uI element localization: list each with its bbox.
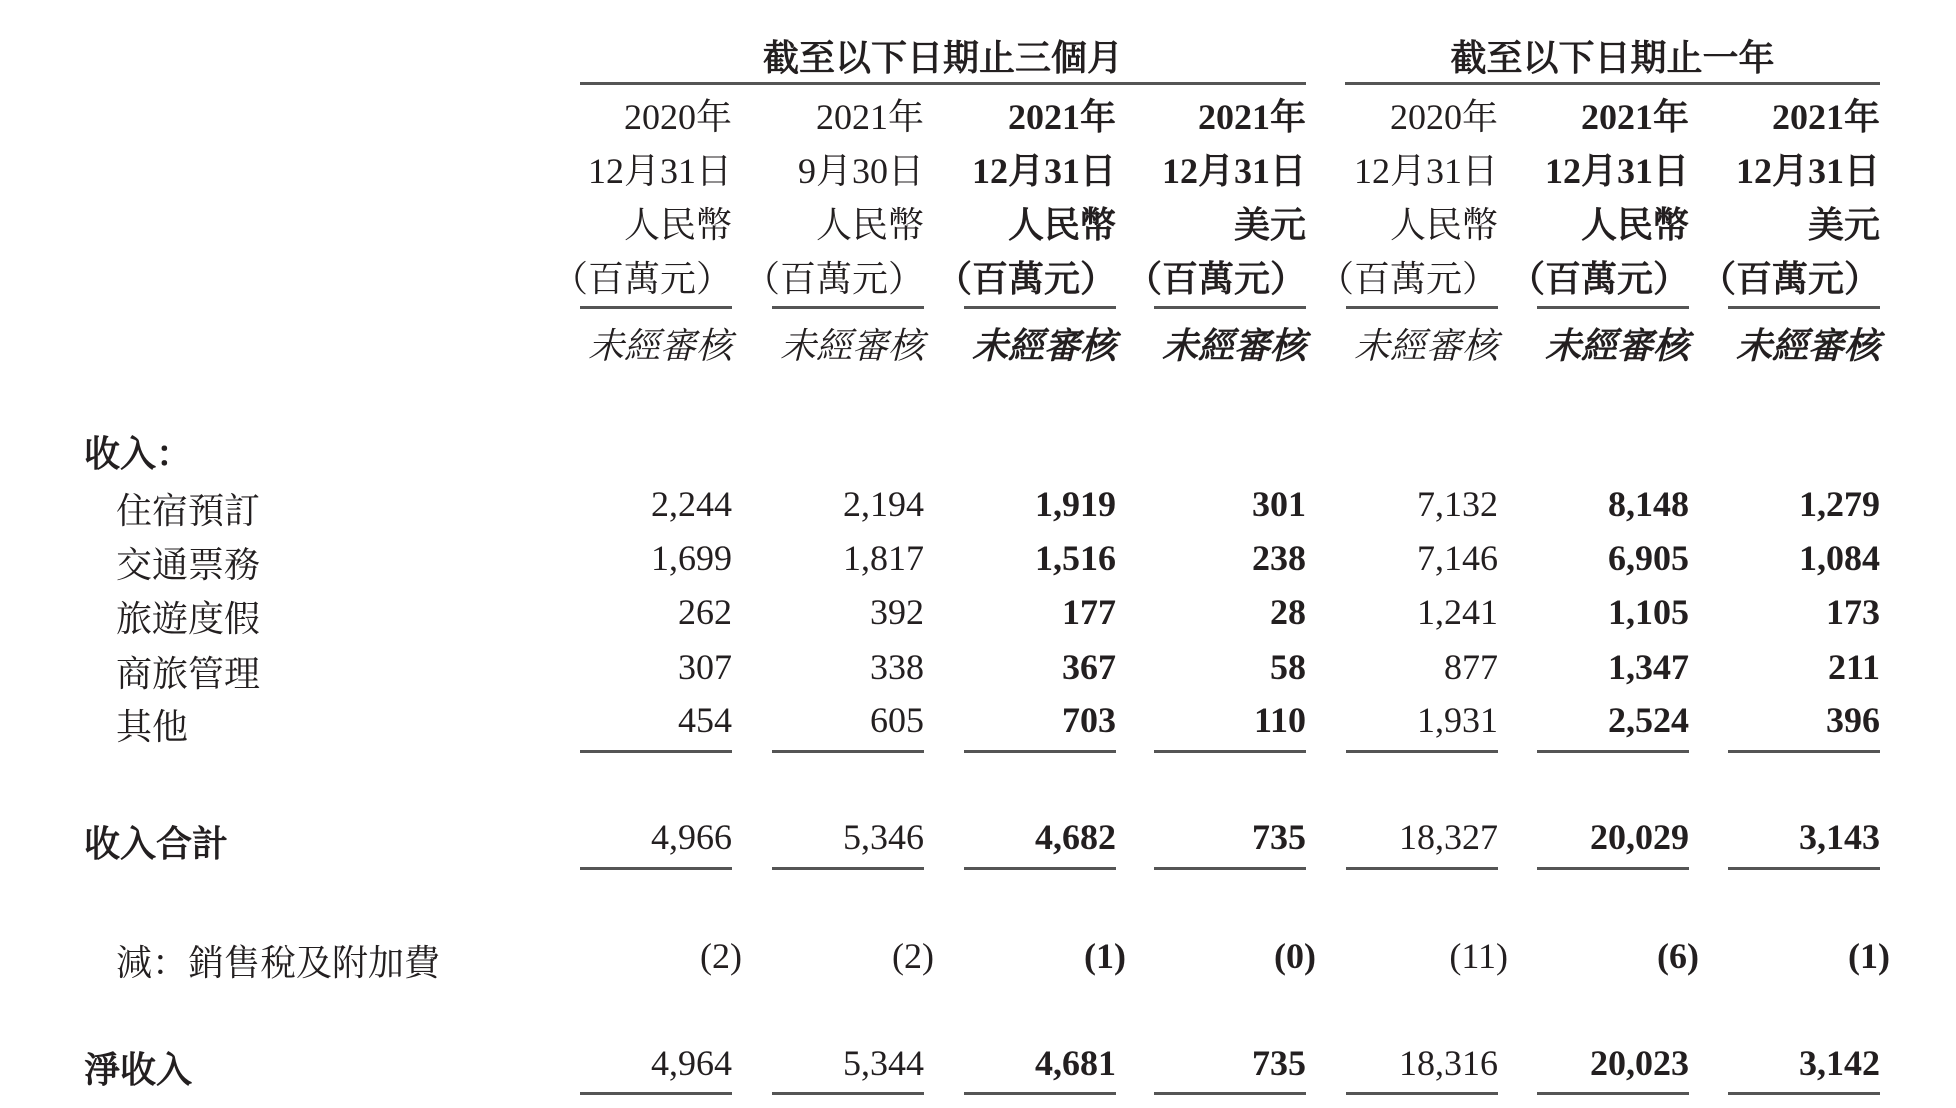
column-header-date: 12月31日 bbox=[1161, 151, 1306, 191]
column-header-year: 2021年 bbox=[1007, 97, 1116, 137]
row-value: (0) bbox=[1274, 936, 1316, 976]
column-header-date: 12月31日 bbox=[1544, 151, 1689, 191]
column-header bbox=[1106, 90, 1306, 306]
row-value: (1) bbox=[1848, 936, 1890, 976]
column-header bbox=[724, 90, 924, 306]
row-label: 住宿預訂 bbox=[116, 491, 261, 531]
row-value: 1,084 bbox=[1799, 538, 1880, 578]
column-underline bbox=[1346, 306, 1498, 309]
column-header-currency: 人民幣 bbox=[1389, 205, 1498, 245]
column-header-unit: （百萬元） bbox=[1508, 259, 1689, 299]
row-value: 735 bbox=[1252, 1043, 1306, 1083]
row-value: 1,105 bbox=[1608, 592, 1689, 632]
row-value: 3,142 bbox=[1799, 1043, 1880, 1083]
column-underline bbox=[772, 750, 924, 753]
row-label: 淨收入 bbox=[84, 1050, 193, 1090]
column-header-currency: 人民幣 bbox=[1580, 205, 1689, 245]
audit-status: 未經審核 bbox=[779, 326, 924, 366]
row-value: 703 bbox=[1062, 700, 1116, 740]
column-header-date: 9月30日 bbox=[797, 151, 924, 191]
row-label: 其他 bbox=[116, 707, 189, 747]
column-underline bbox=[1346, 867, 1498, 870]
column-underline bbox=[1154, 750, 1306, 753]
column-underline bbox=[1537, 867, 1689, 870]
column-underline bbox=[1728, 306, 1880, 309]
column-header-unit: （百萬元） bbox=[1317, 259, 1498, 299]
column-header-currency: 人民幣 bbox=[815, 205, 924, 245]
row-label: 收入合計 bbox=[84, 824, 229, 864]
row-value: 58 bbox=[1270, 647, 1306, 687]
row-value: 1,347 bbox=[1608, 647, 1689, 687]
column-underline bbox=[1537, 1092, 1689, 1095]
row-value: 3,143 bbox=[1799, 817, 1880, 857]
group-divider bbox=[580, 82, 1306, 85]
row-value: 1,817 bbox=[843, 538, 924, 578]
audit-status: 未經審核 bbox=[1544, 326, 1689, 366]
column-header-year: 2021年 bbox=[1197, 97, 1306, 137]
column-underline bbox=[580, 306, 732, 309]
column-header-year: 2020年 bbox=[1389, 97, 1498, 137]
row-value: 4,964 bbox=[651, 1043, 732, 1083]
group-header-three-months: 截至以下日期止三個月 bbox=[762, 38, 1123, 78]
column-header-currency: 美元 bbox=[1807, 205, 1880, 245]
column-header bbox=[1298, 90, 1498, 306]
row-value: 177 bbox=[1062, 592, 1116, 632]
row-value: 20,023 bbox=[1590, 1043, 1689, 1083]
column-underline bbox=[964, 867, 1116, 870]
row-value: 1,279 bbox=[1799, 484, 1880, 524]
column-header-date: 12月31日 bbox=[1353, 151, 1498, 191]
column-header bbox=[1680, 90, 1880, 306]
row-value: 307 bbox=[678, 647, 732, 687]
row-value: 1,699 bbox=[651, 538, 732, 578]
row-value: 1,516 bbox=[1035, 538, 1116, 578]
column-underline bbox=[1728, 867, 1880, 870]
column-header-unit: （百萬元） bbox=[743, 259, 924, 299]
row-value: 5,346 bbox=[843, 817, 924, 857]
row-value: 173 bbox=[1826, 592, 1880, 632]
column-header bbox=[1489, 90, 1689, 306]
column-underline bbox=[964, 306, 1116, 309]
column-underline bbox=[580, 1092, 732, 1095]
row-value: 1,931 bbox=[1417, 700, 1498, 740]
row-value: 211 bbox=[1827, 647, 1880, 687]
column-underline bbox=[1154, 306, 1306, 309]
row-value: (2) bbox=[892, 936, 934, 976]
column-header-year: 2021年 bbox=[1771, 97, 1880, 137]
column-underline bbox=[1346, 750, 1498, 753]
row-value: 2,524 bbox=[1608, 700, 1689, 740]
row-value: (11) bbox=[1449, 936, 1508, 976]
row-value: 18,316 bbox=[1399, 1043, 1498, 1083]
row-value: 605 bbox=[870, 700, 924, 740]
audit-status: 未經審核 bbox=[1353, 326, 1498, 366]
row-value: 20,029 bbox=[1590, 817, 1689, 857]
row-value: 2,244 bbox=[651, 484, 732, 524]
row-value: 877 bbox=[1444, 647, 1498, 687]
row-value: 110 bbox=[1253, 700, 1306, 740]
row-value: (6) bbox=[1657, 936, 1699, 976]
column-header-unit: （百萬元） bbox=[1125, 259, 1306, 299]
row-value: 238 bbox=[1252, 538, 1306, 578]
column-header-unit: （百萬元） bbox=[551, 259, 732, 299]
row-value: (2) bbox=[700, 936, 742, 976]
column-underline bbox=[1154, 867, 1306, 870]
section-label-revenue: 收入： bbox=[84, 434, 193, 474]
row-value: 4,966 bbox=[651, 817, 732, 857]
column-underline bbox=[1346, 1092, 1498, 1095]
row-value: 4,681 bbox=[1035, 1043, 1116, 1083]
row-value: 338 bbox=[870, 647, 924, 687]
column-underline bbox=[964, 750, 1116, 753]
column-underline bbox=[1728, 1092, 1880, 1095]
column-underline bbox=[1537, 750, 1689, 753]
row-value: 7,146 bbox=[1417, 538, 1498, 578]
column-header-currency: 人民幣 bbox=[1007, 205, 1116, 245]
column-header bbox=[532, 90, 732, 306]
column-underline bbox=[1728, 750, 1880, 753]
column-header-date: 12月31日 bbox=[1735, 151, 1880, 191]
group-divider bbox=[1345, 82, 1880, 85]
audit-status: 未經審核 bbox=[1161, 326, 1306, 366]
column-header-currency: 人民幣 bbox=[623, 205, 732, 245]
column-underline bbox=[1154, 1092, 1306, 1095]
column-underline bbox=[580, 750, 732, 753]
column-header-currency: 美元 bbox=[1233, 205, 1306, 245]
row-value: 454 bbox=[678, 700, 732, 740]
row-value: 262 bbox=[678, 592, 732, 632]
row-value: 4,682 bbox=[1035, 817, 1116, 857]
row-value: 396 bbox=[1826, 700, 1880, 740]
row-value: 301 bbox=[1252, 484, 1306, 524]
row-value: 1,241 bbox=[1417, 592, 1498, 632]
row-value: (1) bbox=[1084, 936, 1126, 976]
column-underline bbox=[772, 867, 924, 870]
column-header-year: 2021年 bbox=[815, 97, 924, 137]
row-label: 商旅管理 bbox=[116, 654, 261, 694]
row-label: 旅遊度假 bbox=[116, 599, 261, 639]
row-value: 735 bbox=[1252, 817, 1306, 857]
column-header-year: 2021年 bbox=[1580, 97, 1689, 137]
column-underline bbox=[772, 1092, 924, 1095]
row-value: 18,327 bbox=[1399, 817, 1498, 857]
row-label: 減：銷售稅及附加費 bbox=[116, 943, 441, 983]
row-value: 6,905 bbox=[1608, 538, 1689, 578]
row-value: 392 bbox=[870, 592, 924, 632]
column-underline bbox=[580, 867, 732, 870]
audit-status: 未經審核 bbox=[971, 326, 1116, 366]
column-underline bbox=[964, 1092, 1116, 1095]
row-value: 1,919 bbox=[1035, 484, 1116, 524]
row-value: 5,344 bbox=[843, 1043, 924, 1083]
row-value: 2,194 bbox=[843, 484, 924, 524]
group-header-one-year: 截至以下日期止一年 bbox=[1450, 38, 1775, 78]
row-value: 8,148 bbox=[1608, 484, 1689, 524]
audit-status: 未經審核 bbox=[1735, 326, 1880, 366]
column-underline bbox=[772, 306, 924, 309]
column-header-unit: （百萬元） bbox=[935, 259, 1116, 299]
column-header-date: 12月31日 bbox=[971, 151, 1116, 191]
row-value: 7,132 bbox=[1417, 484, 1498, 524]
column-underline bbox=[1537, 306, 1689, 309]
column-header-year: 2020年 bbox=[623, 97, 732, 137]
column-header bbox=[916, 90, 1116, 306]
column-header-unit: （百萬元） bbox=[1699, 259, 1880, 299]
row-label: 交通票務 bbox=[116, 545, 261, 585]
row-value: 28 bbox=[1270, 592, 1306, 632]
row-value: 367 bbox=[1062, 647, 1116, 687]
column-header-date: 12月31日 bbox=[587, 151, 732, 191]
audit-status: 未經審核 bbox=[587, 326, 732, 366]
